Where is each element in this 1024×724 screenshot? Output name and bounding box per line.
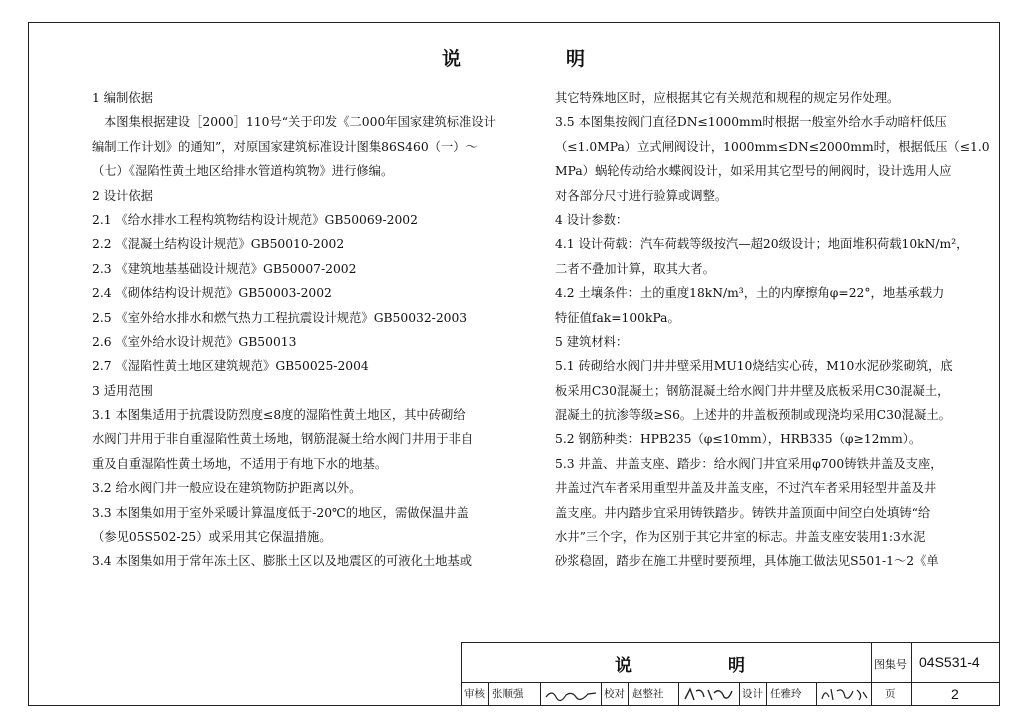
checker-name: 赵整社 [632, 688, 664, 700]
reviewer-signature [544, 685, 598, 703]
designer-signature [819, 685, 869, 703]
divider [766, 683, 767, 705]
title-block-title-char-1: 说 [615, 656, 632, 676]
title-block-bottom-row [462, 683, 1000, 705]
title-block [461, 642, 1000, 706]
text-line: 对各部分尺寸进行验算或调整。 [555, 188, 728, 203]
text-line: 5.3 井盖、井盖支座、踏步：给水阀门井宜采用φ700铸铁井盖及支座， [555, 456, 943, 471]
section-heading: 2 设计依据 [92, 188, 153, 203]
text-line: 3.3 本图集如用于室外采暖计算温度低于-20℃的地区，需做保温井盖 [92, 505, 469, 520]
text-line: （≤1.0MPa）立式闸阀设计，1000mm≤DN≤2000mm时，根据低压（≤1.0 [555, 139, 990, 154]
text-line: 3.4 本图集如用于常年冻土区、膨胀土区以及地震区的可液化土地基或 [92, 554, 473, 569]
atlas-label: 图集号 [874, 658, 907, 671]
divider [739, 683, 740, 705]
text-line: 3.1 本图集适用于抗震设防烈度≤8度的湿陷性黄土地区，其中砖砌给 [92, 408, 466, 423]
check-label: 校对 [604, 688, 625, 700]
design-label: 设计 [742, 688, 763, 700]
text-line: 二者不叠加计算，取其大者。 [555, 261, 715, 276]
text-line: 3.5 本图集按阀门直径DN≤1000mm时根据一般室外给水手动暗杆低压 [555, 115, 947, 130]
text-line: 重及自重湿陷性黄土场地，不适用于有地下水的地基。 [92, 456, 388, 471]
page-title [0, 44, 1024, 74]
review-label: 审核 [464, 688, 485, 700]
section-heading: 5 建筑材料： [555, 334, 629, 349]
title-block-title-char-2: 明 [728, 656, 745, 676]
divider [911, 643, 912, 682]
designer-name: 任雅玲 [770, 688, 802, 700]
text-line: MPa）蜗轮传动给水蝶阀设计，如采用其它型号的闸阀时，设计选用人应 [555, 164, 952, 179]
divider [601, 683, 602, 705]
page-label: 页 [885, 688, 896, 700]
divider [816, 683, 817, 705]
text-line: 4.1 设计荷载：汽车荷载等级按汽—超20级设计；地面堆积荷载10kN/m²， [555, 237, 969, 252]
title-char-2: 明 [566, 48, 587, 70]
text-line: 3.2 给水阀门井一般应设在建筑物防护距离以外。 [92, 481, 362, 496]
text-line: 2.6 《室外给水设计规范》GB50013 [92, 334, 297, 349]
divider [911, 683, 912, 705]
text-line: 4.2 土壤条件：土的重度18kN/m³，土的内摩擦角φ=22°，地基承载力 [555, 286, 945, 301]
divider [488, 683, 489, 705]
reviewer-name: 张顺强 [492, 688, 524, 700]
divider [628, 683, 629, 705]
text-line: 水井”三个字，作为区别于其它井室的标志。井盖支座安装用1:3水泥 [555, 530, 926, 545]
divider [678, 683, 679, 705]
section-heading: 1 编制依据 [92, 91, 153, 105]
text-line: 5.2 钢筋种类：HPB235（φ≤10mm），HRB335（φ≥12mm）。 [555, 432, 922, 447]
text-line: 盖支座。井内踏步宜采用铸铁踏步。铸铁井盖顶面中间空白处填铸“给 [555, 505, 931, 520]
checker-signature [682, 685, 736, 703]
text-line: 本图集根据建设［2000］110号“关于印发《二000年国家建筑标准设计 [104, 115, 496, 130]
text-line: 5.1 砖砌给水阀门井井壁采用MU10烧结实心砖，M10水泥砂浆砌筑，底 [555, 359, 953, 374]
text-line: 编制工作计划》的通知”，对原国家建筑标准设计图集86S460（一）～ [92, 139, 478, 154]
section-heading: 3 适用范围 [92, 383, 153, 398]
title-block-top-row [462, 643, 1000, 683]
text-line: 井盖过汽车者采用重型井盖及井盖支座，不过汽车者采用轻型井盖及井 [555, 481, 937, 496]
divider [871, 683, 872, 705]
page-number: 2 [951, 686, 959, 702]
text-line: 特征值fak=100kPa。 [555, 310, 680, 325]
left-column [92, 86, 497, 574]
text-line: 2.7 《湿陷性黄土地区建筑规范》GB50025-2004 [92, 359, 369, 374]
section-heading: 4 设计参数： [555, 212, 629, 227]
right-column [555, 86, 990, 574]
text-line: （参见05S502-25）或采用其它保温措施。 [92, 530, 332, 545]
atlas-code: 04S531-4 [919, 654, 980, 670]
text-line: 2.5 《室外给水排水和燃气热力工程抗震设计规范》GB50032-2003 [92, 310, 468, 325]
text-line: 混凝土的抗渗等级≥S6。上述井的井盖板预制或现浇均采用C30混凝土。 [555, 408, 951, 423]
text-line: 其它特殊地区时，应根据其它有关规范和规程的规定另作处理。 [555, 91, 900, 105]
text-line: （七）《湿陷性黄土地区给排水管道构筑物》进行修编。 [92, 164, 394, 179]
text-line: 2.2 《混凝土结构设计规范》GB50010-2002 [92, 237, 345, 252]
text-line: 砂浆稳固，踏步在施工井壁时要预埋，具体施工做法见S501-1～2《单 [555, 554, 939, 569]
title-char-1: 说 [442, 48, 463, 70]
divider [871, 643, 872, 682]
text-line: 2.3 《建筑地基基础设计规范》GB50007-2002 [92, 261, 357, 276]
text-line: 2.1 《给水排水工程构筑物结构设计规范》GB50069-2002 [92, 212, 418, 227]
divider [540, 683, 541, 705]
text-line: 板采用C30混凝土；钢筋混凝土给水阀门井井壁及底板采用C30混凝土， [555, 383, 950, 398]
text-line: 2.4 《砌体结构设计规范》GB50003-2002 [92, 286, 332, 301]
text-line: 水阀门井用于非自重湿陷性黄土场地，钢筋混凝土给水阀门井用于非自 [92, 432, 474, 447]
